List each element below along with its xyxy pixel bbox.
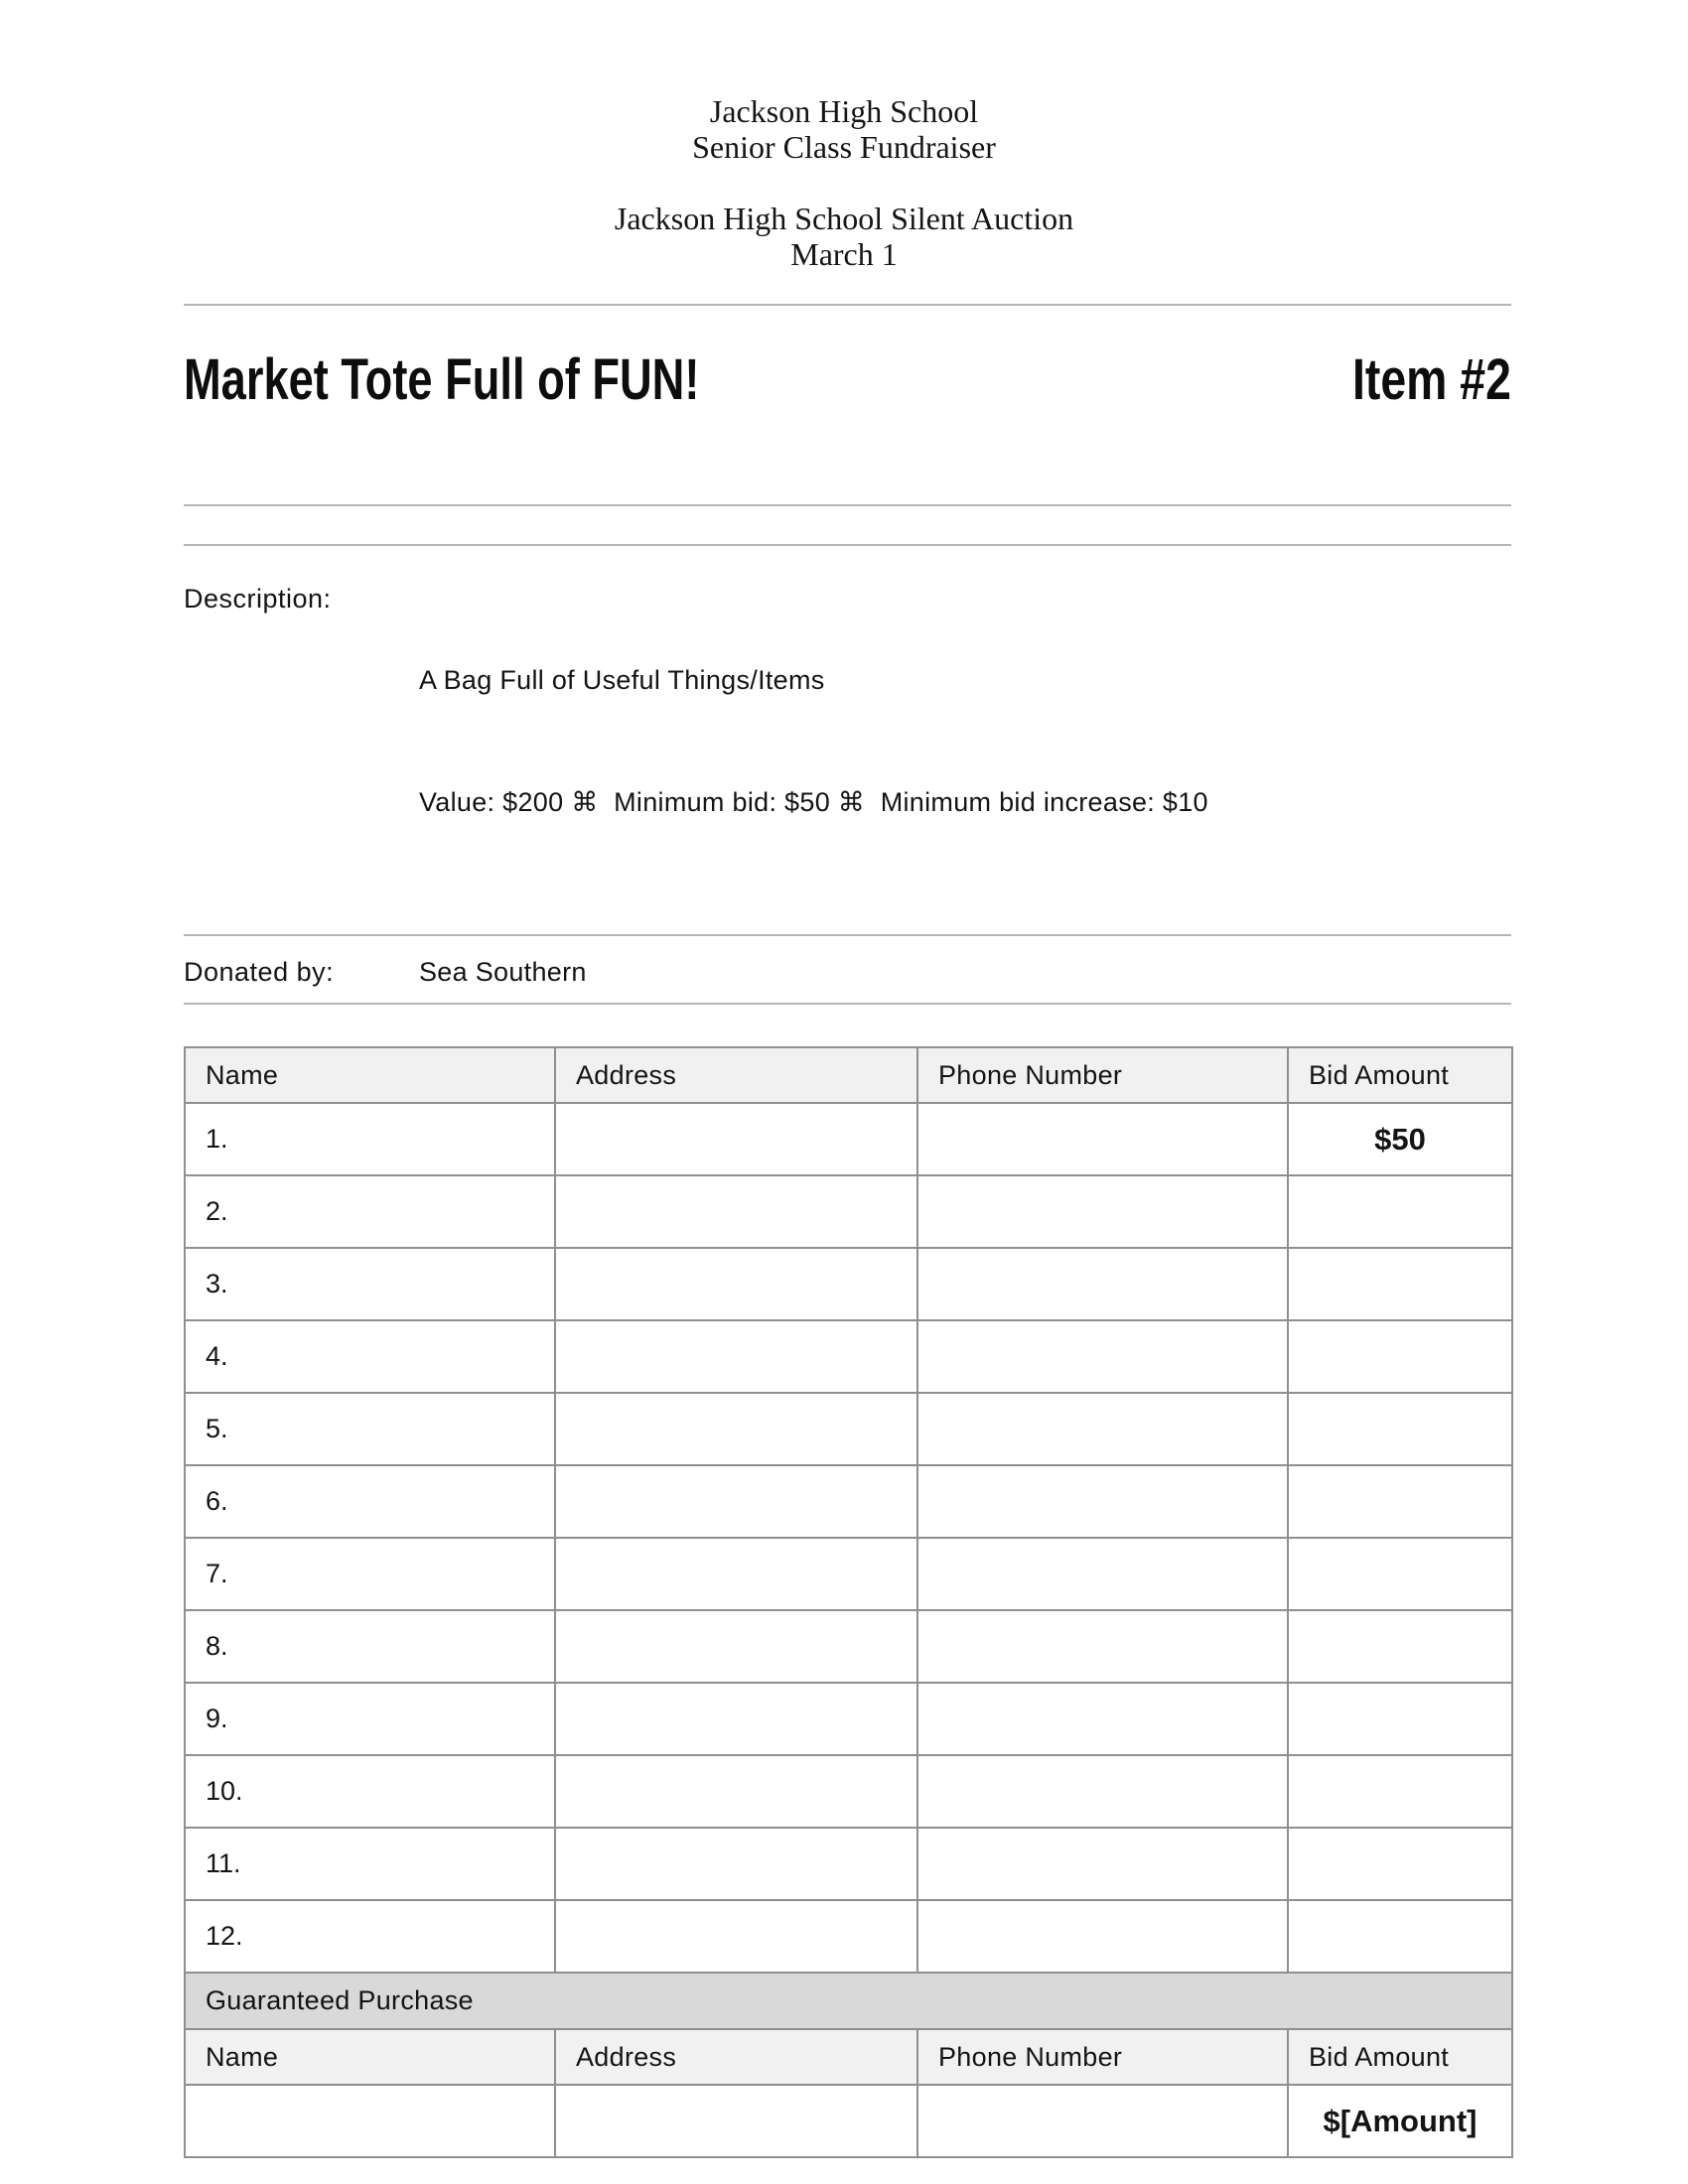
bid-row-12	[185, 1900, 1512, 1973]
guaranteed-purchase-row	[185, 2085, 1512, 2157]
divider-donated	[184, 1003, 1511, 1005]
bid-row-8	[185, 1610, 1512, 1683]
gp-amount-cell: $[Amount]	[1288, 2085, 1512, 2157]
bid-address-cell	[555, 1248, 917, 1320]
bid-address-cell	[555, 1175, 917, 1248]
bid-name-cell: 6.	[185, 1465, 555, 1538]
col-header-phone: Phone Number	[917, 1047, 1288, 1103]
bid-phone-cell	[917, 1900, 1288, 1973]
gp-address-cell	[555, 2085, 917, 2157]
bid-row-7	[185, 1538, 1512, 1610]
description-label: Description:	[184, 584, 332, 614]
fundraiser-name: Senior Class Fundraiser	[692, 129, 996, 165]
bid-phone-cell	[917, 1755, 1288, 1828]
school-name: Jackson High School	[709, 93, 979, 129]
bid-row-4	[185, 1320, 1512, 1393]
bid-row-5	[185, 1393, 1512, 1465]
bid-amount-cell	[1288, 1465, 1512, 1538]
bid-phone-cell	[917, 1610, 1288, 1683]
bid-address-cell	[555, 1320, 917, 1393]
description-row	[184, 579, 1511, 904]
gp-col-header-phone: Phone Number	[917, 2029, 1288, 2085]
bid-sheet	[184, 304, 1511, 2158]
bid-amount-cell	[1288, 1320, 1512, 1393]
bid-name-cell: 12.	[185, 1900, 555, 1973]
donated-by-row	[184, 952, 1511, 993]
bid-amount-cell	[1288, 1610, 1512, 1683]
bid-phone-cell	[917, 1103, 1288, 1175]
bid-address-cell	[555, 1538, 917, 1610]
bid-name-cell: 8.	[185, 1610, 555, 1683]
bid-amount-cell	[1288, 1248, 1512, 1320]
divider-mid-2	[184, 544, 1511, 546]
bid-row-1	[185, 1103, 1512, 1175]
bid-phone-cell	[917, 1828, 1288, 1900]
gp-col-header-bid: Bid Amount	[1288, 2029, 1512, 2085]
divider-mid-1	[184, 504, 1511, 506]
bid-name-cell: 2.	[185, 1175, 555, 1248]
bid-phone-cell	[917, 1538, 1288, 1610]
gp-col-header-name: Name	[185, 2029, 555, 2085]
bid-name-cell: 9.	[185, 1683, 555, 1755]
bid-row-3	[185, 1248, 1512, 1320]
col-header-address: Address	[555, 1047, 917, 1103]
bid-address-cell	[555, 1828, 917, 1900]
item-number: Item #2	[1352, 347, 1511, 412]
bid-name-cell: 3.	[185, 1248, 555, 1320]
gp-name-cell	[185, 2085, 555, 2157]
bid-name-cell: 10.	[185, 1755, 555, 1828]
bid-address-cell	[555, 1465, 917, 1538]
divider-description	[184, 934, 1511, 936]
bid-address-cell	[555, 1683, 917, 1755]
divider-top	[184, 304, 1511, 306]
bid-table-header-row	[185, 1047, 1512, 1103]
bid-amount-cell	[1288, 1755, 1512, 1828]
bid-address-cell	[555, 1103, 917, 1175]
bid-amount-cell: $50	[1288, 1103, 1512, 1175]
header-gap	[0, 165, 1688, 201]
event-header	[0, 0, 1688, 272]
bid-address-cell	[555, 1755, 917, 1828]
guaranteed-purchase-label: Guaranteed Purchase	[185, 1973, 1512, 2029]
bid-row-6	[185, 1465, 1512, 1538]
guaranteed-purchase-band	[185, 1973, 1512, 2029]
donor-name: Sea Southern	[419, 957, 587, 987]
description-value-line: Value: $200 ⌘ Minimum bid: $50 ⌘ Minimum bid increase: $10	[419, 787, 1208, 817]
bid-row-2	[185, 1175, 1512, 1248]
item-title-row	[184, 347, 1511, 413]
bid-phone-cell	[917, 1320, 1288, 1393]
bid-address-cell	[555, 1393, 917, 1465]
bid-name-cell: 4.	[185, 1320, 555, 1393]
description-text: A Bag Full of Useful Things/Items	[419, 665, 825, 695]
bid-phone-cell	[917, 1465, 1288, 1538]
description-value	[419, 579, 1208, 904]
bid-name-cell: 11.	[185, 1828, 555, 1900]
bid-phone-cell	[917, 1683, 1288, 1755]
bid-phone-cell	[917, 1393, 1288, 1465]
col-header-name: Name	[185, 1047, 555, 1103]
donated-by-label: Donated by:	[184, 957, 335, 987]
bid-row-10	[185, 1755, 1512, 1828]
bid-row-9	[185, 1683, 1512, 1755]
bid-name-cell: 7.	[185, 1538, 555, 1610]
bid-name-cell: 1.	[185, 1103, 555, 1175]
bid-amount-cell	[1288, 1828, 1512, 1900]
bid-phone-cell	[917, 1248, 1288, 1320]
bid-phone-cell	[917, 1175, 1288, 1248]
bid-amount-cell	[1288, 1683, 1512, 1755]
gp-phone-cell	[917, 2085, 1288, 2157]
bid-amount-cell	[1288, 1538, 1512, 1610]
bid-address-cell	[555, 1900, 917, 1973]
bid-row-11	[185, 1828, 1512, 1900]
bid-address-cell	[555, 1610, 917, 1683]
guaranteed-header-row	[185, 2029, 1512, 2085]
bid-amount-cell	[1288, 1900, 1512, 1973]
bid-amount-cell	[1288, 1393, 1512, 1465]
col-header-bid: Bid Amount	[1288, 1047, 1512, 1103]
event-date: March 1	[790, 236, 898, 272]
item-title: Market Tote Full of FUN!	[184, 347, 700, 412]
bid-table	[184, 1046, 1513, 2158]
gp-col-header-address: Address	[555, 2029, 917, 2085]
bid-amount-cell	[1288, 1175, 1512, 1248]
bid-name-cell: 5.	[185, 1393, 555, 1465]
event-name: Jackson High School Silent Auction	[614, 201, 1074, 236]
